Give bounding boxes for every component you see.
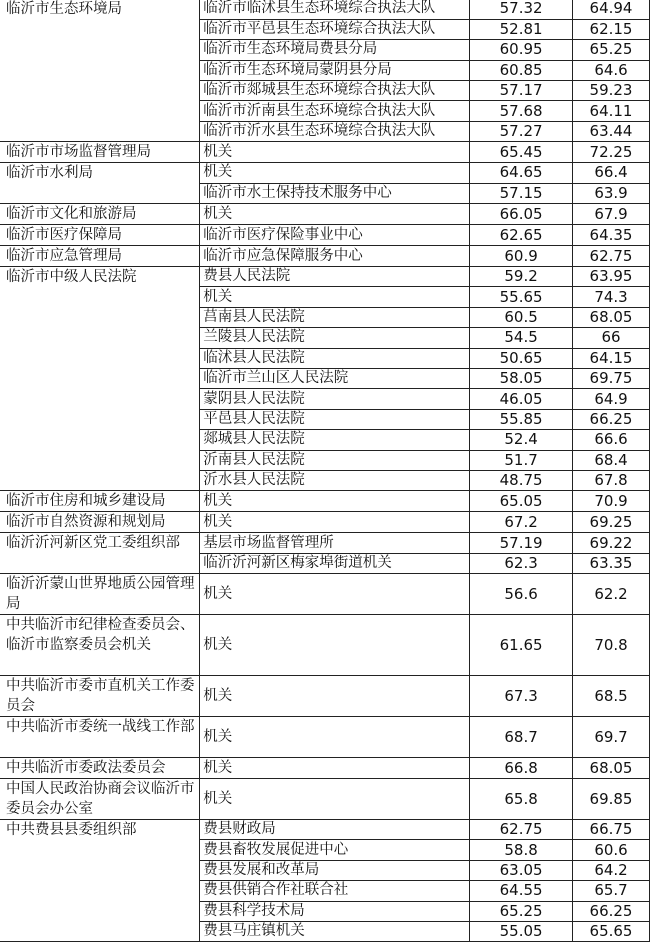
cell-score-a: 60.5 [470,307,573,327]
cell-department: 机关 [200,163,470,183]
cell-score-a: 63.05 [470,860,573,880]
cell-score-a: 55.85 [470,409,573,429]
cell-department: 机关 [200,574,470,615]
cell-score-b: 62.75 [573,246,650,267]
cell-department: 郯城县人民法院 [200,430,470,450]
cell-score-b: 62.2 [573,574,650,615]
cell-score-a: 65.05 [470,491,573,512]
cell-score-b: 69.75 [573,368,650,388]
cell-department: 临沂沂河新区梅家埠街道机关 [200,553,470,573]
cell-score-a: 62.3 [470,553,573,573]
cell-organization: 中共费县县委组织部 [0,820,200,942]
cell-score-a: 60.9 [470,246,573,267]
cell-score-b: 69.22 [573,533,650,553]
table-row [0,758,650,779]
cell-organization: 中国人民政治协商会议临沂市委员会办公室 [0,779,200,820]
table-row [0,0,650,19]
table-row [0,512,650,533]
table-row [0,163,650,183]
cell-score-b: 64.9 [573,389,650,409]
cell-department: 费县畜牧发展促进中心 [200,840,470,860]
cell-department: 沂水县人民法院 [200,470,470,490]
table-row [0,142,650,163]
cell-department: 临沂市临沭县生态环境综合执法大队 [200,0,470,19]
cell-department: 机关 [200,615,470,676]
cell-department: 临沂市平邑县生态环境综合执法大队 [200,19,470,39]
cell-department: 费县发展和改革局 [200,860,470,880]
cell-score-b: 66.25 [573,409,650,429]
cell-score-a: 57.68 [470,101,573,121]
cell-score-b: 68.05 [573,758,650,779]
cell-score-b: 64.2 [573,860,650,880]
cell-organization: 临沂市应急管理局 [0,246,200,267]
cell-organization: 中共临沂市委统一战线工作部 [0,717,200,758]
cell-score-b: 66.6 [573,430,650,450]
cell-score-a: 65.8 [470,779,573,820]
cell-department: 费县马庄镇机关 [200,922,470,942]
cell-score-a: 57.19 [470,533,573,553]
cell-score-a: 57.15 [470,183,573,203]
cell-score-b: 67.8 [573,470,650,490]
cell-score-b: 62.15 [573,19,650,39]
cell-organization: 临沂市医疗保障局 [0,225,200,246]
cell-score-b: 67.9 [573,204,650,225]
cell-score-a: 52.81 [470,19,573,39]
cell-score-a: 56.6 [470,574,573,615]
cell-score-b: 64.35 [573,225,650,246]
cell-department: 临沂市应急保障服务中心 [200,246,470,267]
table-row [0,204,650,225]
cell-score-b: 69.7 [573,717,650,758]
cell-organization: 临沂沂河新区党工委组织部 [0,533,200,574]
cell-department: 机关 [200,758,470,779]
cell-score-b: 66.75 [573,820,650,840]
cell-score-a: 59.2 [470,267,573,287]
cell-score-a: 52.4 [470,430,573,450]
cell-score-b: 65.25 [573,40,650,60]
cell-department: 机关 [200,779,470,820]
table-row [0,267,650,287]
cell-department: 机关 [200,204,470,225]
cell-score-a: 57.32 [470,0,573,19]
cell-score-b: 63.9 [573,183,650,203]
cell-score-b: 66.25 [573,901,650,921]
cell-score-a: 66.05 [470,204,573,225]
cell-department: 费县财政局 [200,820,470,840]
cell-score-b: 69.85 [573,779,650,820]
cell-department: 临沂市医疗保险事业中心 [200,225,470,246]
table-row [0,574,650,615]
cell-department: 兰陵县人民法院 [200,328,470,348]
cell-score-a: 64.65 [470,163,573,183]
cell-department: 临沂市水土保持技术服务中心 [200,183,470,203]
cell-score-b: 68.05 [573,307,650,327]
cell-department: 临沭县人民法院 [200,348,470,368]
cell-organization: 中共临沂市纪律检查委员会、临沂市监察委员会机关 [0,615,200,676]
table-row [0,246,650,267]
cell-score-b: 70.8 [573,615,650,676]
cell-score-a: 67.2 [470,512,573,533]
cell-department: 机关 [200,287,470,307]
cell-score-b: 63.44 [573,121,650,141]
cell-score-a: 61.65 [470,615,573,676]
cell-organization: 中共临沂市委政法委员会 [0,758,200,779]
cell-department: 蒙阴县人民法院 [200,389,470,409]
cell-score-b: 68.4 [573,450,650,470]
cell-department: 费县供销合作社联合社 [200,881,470,901]
cell-department: 临沂市沂水县生态环境综合执法大队 [200,121,470,141]
cell-score-b: 64.6 [573,60,650,80]
cell-score-b: 65.7 [573,881,650,901]
cell-score-a: 60.85 [470,60,573,80]
table-row [0,676,650,717]
table-row [0,820,650,840]
cell-department: 临沂市生态环境局蒙阴县分局 [200,60,470,80]
cell-score-a: 62.65 [470,225,573,246]
cell-department: 临沂市生态环境局费县分局 [200,40,470,60]
cell-department: 机关 [200,142,470,163]
cell-department: 莒南县人民法院 [200,307,470,327]
cell-organization: 临沂市生态环境局 [0,0,200,142]
cell-score-a: 58.8 [470,840,573,860]
cell-score-b: 65.65 [573,922,650,942]
cell-score-a: 57.27 [470,121,573,141]
cell-score-a: 62.75 [470,820,573,840]
table-row [0,615,650,676]
cell-score-b: 68.5 [573,676,650,717]
table-row [0,779,650,820]
cell-score-a: 57.17 [470,81,573,101]
cell-department: 费县人民法院 [200,267,470,287]
cell-score-a: 65.25 [470,901,573,921]
table-row [0,225,650,246]
cell-department: 基层市场监督管理所 [200,533,470,553]
cell-department: 机关 [200,491,470,512]
cell-organization: 中共临沂市委市直机关工作委员会 [0,676,200,717]
cell-score-a: 55.05 [470,922,573,942]
cell-score-a: 51.7 [470,450,573,470]
cell-score-b: 63.95 [573,267,650,287]
cell-score-a: 65.45 [470,142,573,163]
cell-score-b: 64.94 [573,0,650,19]
cell-organization: 临沂沂蒙山世界地质公园管理局 [0,574,200,615]
cell-score-a: 58.05 [470,368,573,388]
cell-score-a: 48.75 [470,470,573,490]
cell-score-a: 60.95 [470,40,573,60]
cell-score-b: 64.11 [573,101,650,121]
cell-department: 平邑县人民法院 [200,409,470,429]
cell-score-a: 46.05 [470,389,573,409]
cell-department: 机关 [200,717,470,758]
cell-organization: 临沂市市场监督管理局 [0,142,200,163]
cell-organization: 临沂市中级人民法院 [0,267,200,491]
table-row [0,717,650,758]
cell-score-b: 64.15 [573,348,650,368]
cell-department: 费县科学技术局 [200,901,470,921]
cell-score-b: 69.25 [573,512,650,533]
cell-score-b: 60.6 [573,840,650,860]
cell-department: 沂南县人民法院 [200,450,470,470]
cell-organization: 临沂市水利局 [0,163,200,204]
cell-score-b: 72.25 [573,142,650,163]
cell-department: 临沂市兰山区人民法院 [200,368,470,388]
cell-score-a: 66.8 [470,758,573,779]
cell-score-b: 70.9 [573,491,650,512]
cell-score-b: 66.4 [573,163,650,183]
cell-score-b: 74.3 [573,287,650,307]
cell-department: 临沂市沂南县生态环境综合执法大队 [200,101,470,121]
cell-score-a: 54.5 [470,328,573,348]
table-row [0,491,650,512]
cell-organization: 临沂市文化和旅游局 [0,204,200,225]
cell-score-a: 50.65 [470,348,573,368]
table-row [0,533,650,553]
cell-organization: 临沂市住房和城乡建设局 [0,491,200,512]
cell-score-a: 68.7 [470,717,573,758]
cell-organization: 临沂市自然资源和规划局 [0,512,200,533]
cell-score-b: 66 [573,328,650,348]
cell-department: 机关 [200,512,470,533]
cell-score-a: 67.3 [470,676,573,717]
cell-score-b: 63.35 [573,553,650,573]
cell-score-a: 55.65 [470,287,573,307]
cell-department: 机关 [200,676,470,717]
cell-department: 临沂市郯城县生态环境综合执法大队 [200,81,470,101]
cell-score-b: 59.23 [573,81,650,101]
cell-score-a: 64.55 [470,881,573,901]
